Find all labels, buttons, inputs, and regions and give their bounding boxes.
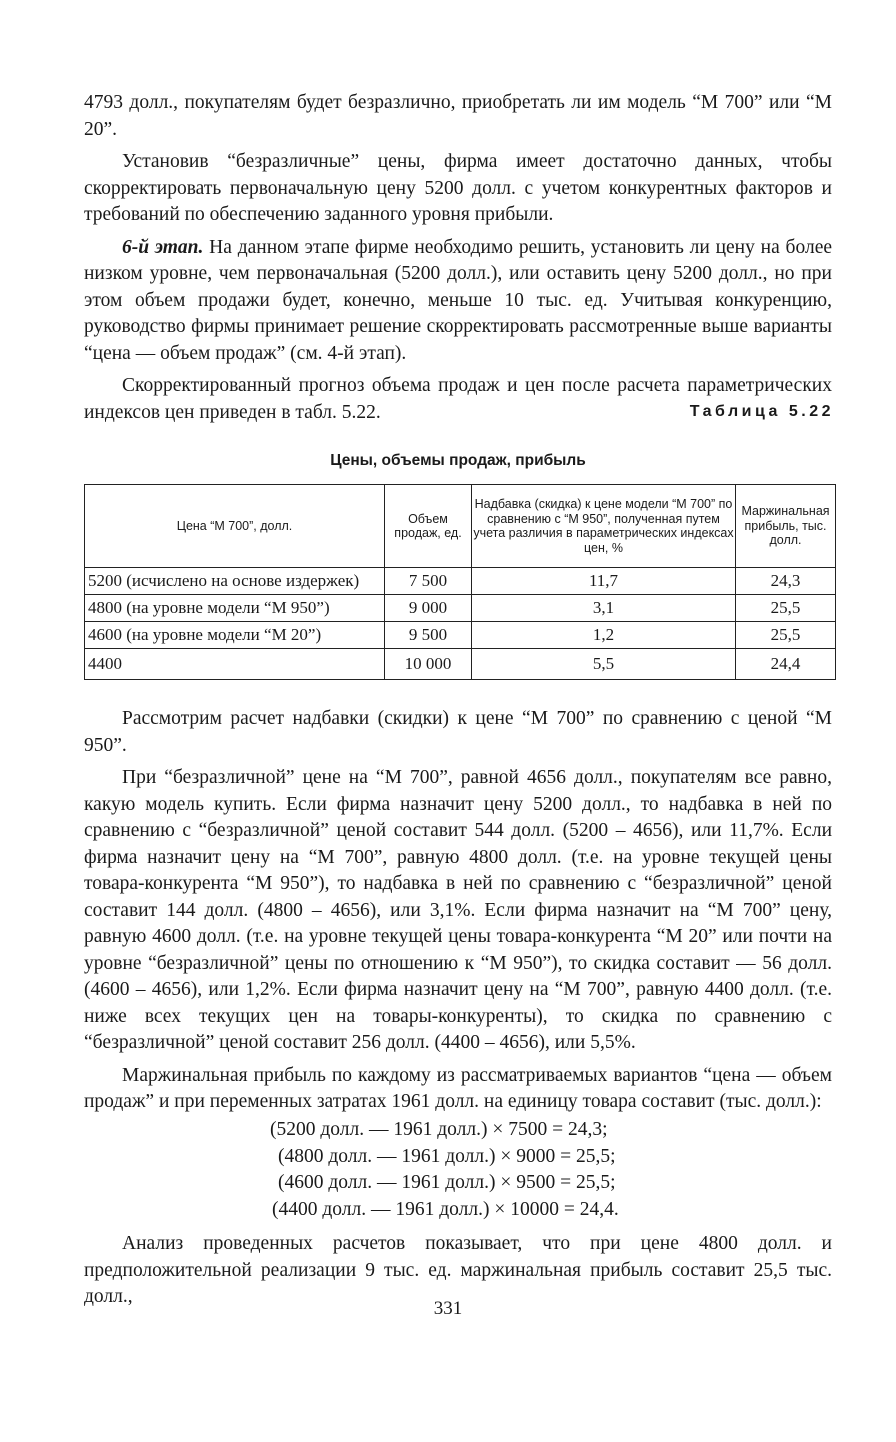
paragraph-forecast: Скорректированный прогноз объема продаж и цен после расчета параметрических индексов цен приведен в табл. 5.22. (84, 375, 832, 423)
table-title: Цены, объемы продаж, прибыль (330, 452, 586, 469)
paragraph-stage-6 (84, 235, 832, 368)
margin-formulas (270, 1117, 670, 1223)
formula-line: (4800 долл. — 1961 долл.) × 9000 = 25,5; (278, 1145, 616, 1167)
body-text-bottom (84, 706, 832, 1116)
paragraph-analysis: Анализ проведенных расчетов показывает, что при цене 4800 долл. и предположительной реализации 9 тыс. ед. маржинальная прибыль составит 25,5 тыс. долл., (84, 1233, 832, 1307)
paragraph-markup-calc: При “безразличной” цене на “М 700”, равной 4656 долл., покупателям все равно, какую модель купить. Если фирма назначит цену 5200 долл., то надбавка в ней по сравнению с “безразличной” ценой составит 544 долл. (5200 – 4656), или 11,7%. Если фирма назначит цену на “М 700”, равную 4800 долл. (т.е. на уровне текущей цены товара-конкурента “М 950”), то надбавка в ней по сравнению с “безразличной” ценой составит 144 долл. (4800 – 4656), или 3,1%. Если фирма назначит на “М 700” цену, равную 4600 долл. (т.е. на уровне текущей цены товара-конкурента “М 20” или почти на уровне “безразличной” цены по отношению к “М 950”), то скидка составит — 56 долл. (4600 – 4656), или 1,2%. Если фирма назначит цену на “М 700”, равную 4400 долл. (т.е. ниже всех текущих цен на товары-конкуренты), то скидка по сравнению с “безразличной” ценой составит 256 долл. (4400 – 4656), или 5,5%. (84, 767, 832, 1053)
cell-price: 5200 (исчислено на основе издержек) (85, 568, 385, 595)
body-text-top (84, 90, 832, 426)
cell-margin: 24,4 (736, 649, 836, 680)
cell-markup: 11,7 (472, 568, 736, 595)
cell-margin: 25,5 (736, 595, 836, 622)
stage-6-text: На данном этапе фирме необходимо решить, установить ли цену на более низком уровне, чем первоначальная (5200 долл.), или оставить цену 5200 долл., но при этом объем продажи будет, конечно, меньше 10 тыс. ед. Учитывая конкуренцию, руководство фирмы принимает решение скорректировать рассмотренные выше варианты “цена — объем продаж” (см. 4-й этап). (84, 236, 832, 364)
paragraph-margin-intro: Маржинальная прибыль по каждому из рассматриваемых вариантов “цена — объем продаж” и при переменных затратах 1961 долл. на единицу товара составит (тыс. долл.): (84, 1064, 832, 1112)
table-row (85, 622, 836, 649)
cell-markup: 5,5 (472, 649, 736, 680)
table-row (85, 649, 836, 680)
paragraph-markup-intro: Рассмотрим расчет надбавки (скидки) к цене “М 700” по сравнению с ценой “М 950”. (84, 708, 832, 756)
cell-volume: 7 500 (385, 568, 472, 595)
cell-markup: 3,1 (472, 595, 736, 622)
header-margin: Маржинальная прибыль, тыс. долл. (736, 485, 836, 568)
cell-margin: 25,5 (736, 622, 836, 649)
formula-line: (4400 долл. — 1961 долл.) × 10000 = 24,4. (272, 1198, 619, 1220)
cell-markup: 1,2 (472, 622, 736, 649)
paragraph-indifferent-prices: Установив “безразличные” цены, фирма имеет достаточно данных, чтобы скорректировать первоначальную цену 5200 долл. с учетом конкурентных факторов и требований по обеспечению заданного уровня прибыли. (84, 151, 832, 225)
cell-price: 4600 (на уровне модели “М 20”) (85, 622, 385, 649)
formula-line: (5200 долл. — 1961 долл.) × 7500 = 24,3; (270, 1119, 608, 1140)
cell-price: 4400 (85, 649, 385, 680)
cell-volume: 10 000 (385, 649, 472, 680)
cell-price: 4800 (на уровне модели “М 950”) (85, 595, 385, 622)
header-markup: Надбавка (скидка) к цене модели “М 700” по сравнению с “М 950”, полученная путем учета различия в параметрических индексах цен, % (472, 485, 736, 568)
formula-line: (4600 долл. — 1961 долл.) × 9500 = 25,5; (278, 1172, 616, 1193)
page-number: 331 (433, 1298, 463, 1319)
paragraph-continuation: 4793 долл., покупателям будет безразлично, приобретать ли им модель “М 700” или “М 20”. (84, 92, 832, 140)
table-header-row (85, 485, 836, 568)
table-row (85, 568, 836, 595)
stage-6-label: 6-й этап. (122, 236, 204, 258)
header-volume: Объем продаж, ед. (385, 485, 472, 568)
table-number: Таблица 5.22 (689, 403, 834, 420)
cell-volume: 9 000 (385, 595, 472, 622)
prices-table (84, 484, 836, 680)
table-row (85, 595, 836, 622)
cell-margin: 24,3 (736, 568, 836, 595)
cell-volume: 9 500 (385, 622, 472, 649)
header-price: Цена “М 700”, долл. (85, 485, 385, 568)
